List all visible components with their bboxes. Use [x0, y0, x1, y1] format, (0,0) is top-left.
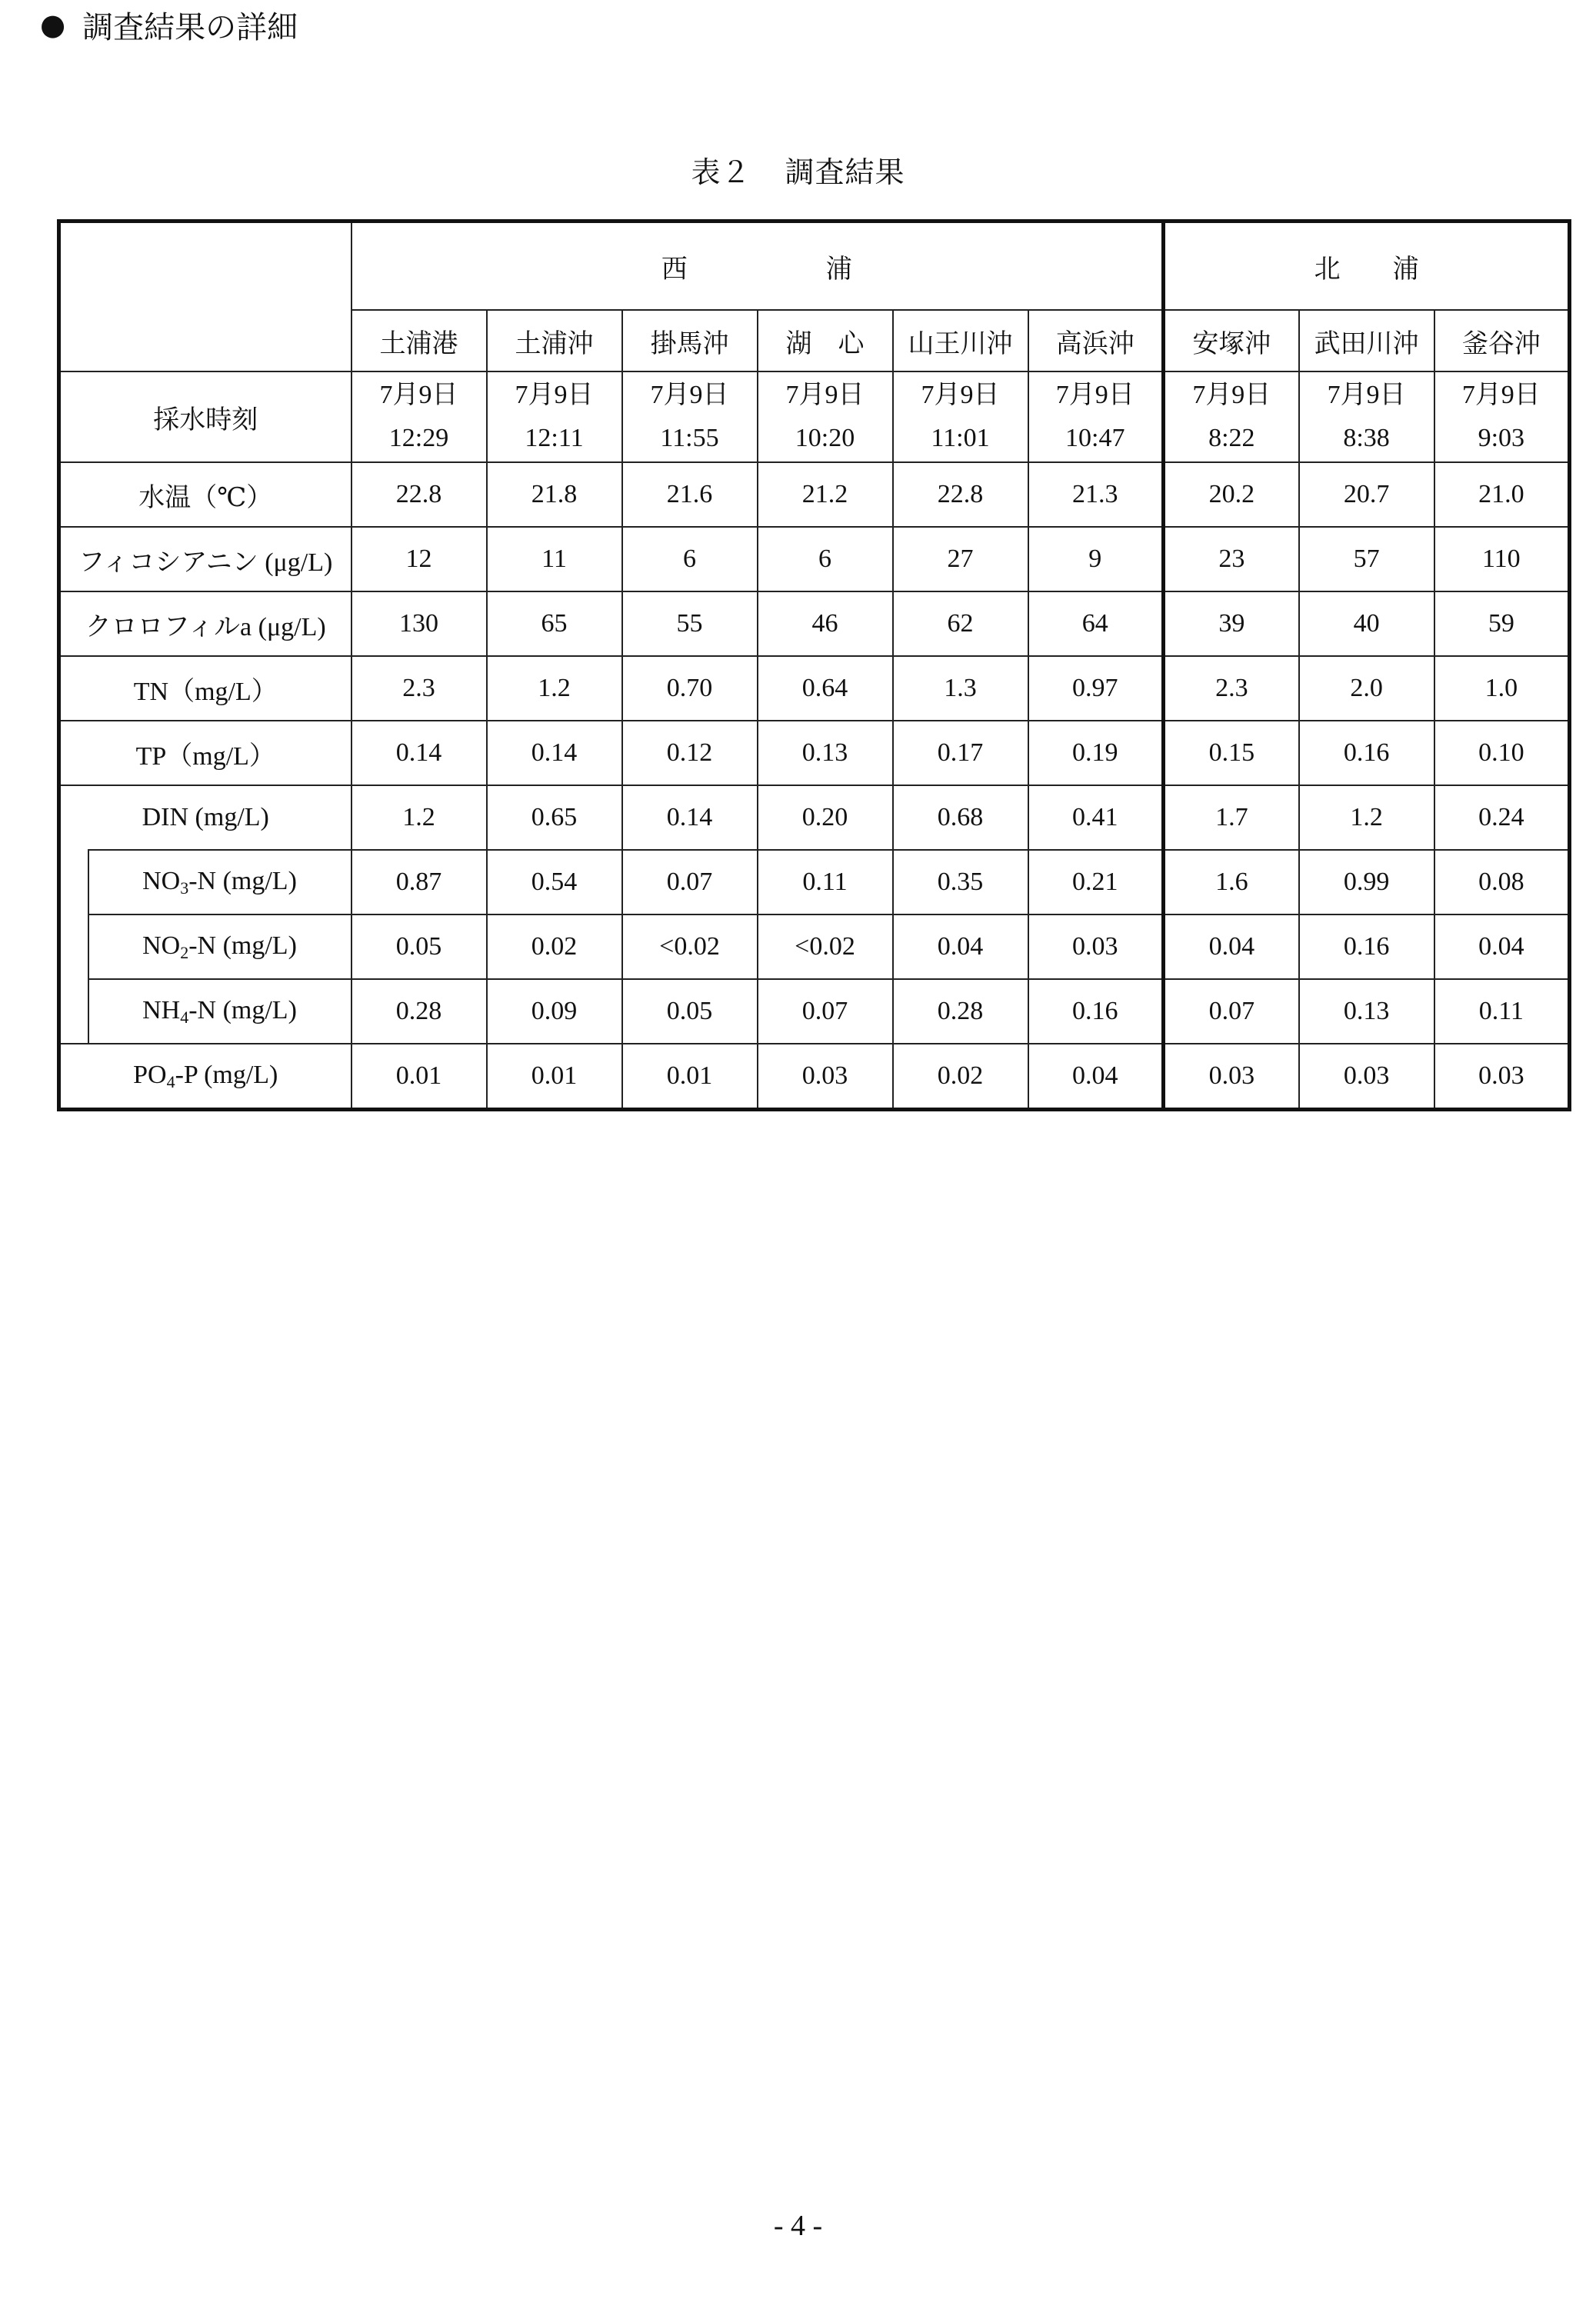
value-cell: 0.11: [1434, 979, 1570, 1044]
value-cell: 0.04: [1164, 914, 1299, 979]
value-cell: 0.35: [893, 850, 1028, 914]
sampling-time-cell: [758, 371, 893, 462]
sampling-date: 7月9日: [921, 381, 1000, 409]
sampling-date: 7月9日: [1192, 381, 1271, 409]
site-name: 釜谷沖: [1434, 310, 1570, 371]
value-cell: 9: [1028, 527, 1164, 591]
value-cell: 0.41: [1028, 785, 1164, 850]
value-cell: 0.02: [893, 1044, 1028, 1110]
value-cell: 0.17: [893, 721, 1028, 785]
value-cell: 2.0: [1299, 656, 1434, 721]
value-cell: 0.03: [1434, 1044, 1570, 1110]
row-label-part: NH: [142, 995, 181, 1024]
row-label: TN（mg/L）: [59, 656, 352, 721]
site-name: 土浦沖: [487, 310, 622, 371]
value-cell: 0.09: [487, 979, 622, 1044]
sampling-time: 12:29: [388, 424, 449, 452]
value-cell: 0.14: [487, 721, 622, 785]
sampling-time-cell: [352, 371, 487, 462]
value-cell: 0.07: [758, 979, 893, 1044]
value-cell: 57: [1299, 527, 1434, 591]
sampling-time-cell: [1164, 371, 1299, 462]
data-row: [59, 721, 1570, 785]
row-label: 採水時刻: [59, 371, 352, 462]
results-table: [57, 219, 1571, 1111]
row-label-part: -P (mg/L): [175, 1060, 278, 1089]
value-cell: 23: [1164, 527, 1299, 591]
value-cell: 1.6: [1164, 850, 1299, 914]
row-label: DIN (mg/L): [59, 785, 352, 850]
indent-spacer: [59, 850, 88, 914]
value-cell: 0.14: [352, 721, 487, 785]
value-cell: 1.2: [1299, 785, 1434, 850]
value-cell: 0.54: [487, 850, 622, 914]
value-cell: 0.24: [1434, 785, 1570, 850]
value-cell: 0.03: [1164, 1044, 1299, 1110]
sampling-date: 7月9日: [1461, 381, 1541, 409]
sampling-date: 7月9日: [1055, 381, 1135, 409]
value-cell: 0.05: [622, 979, 758, 1044]
value-cell: <0.02: [758, 914, 893, 979]
row-label-part: -N (mg/L): [188, 866, 297, 895]
value-cell: 0.12: [622, 721, 758, 785]
value-cell: 0.21: [1028, 850, 1164, 914]
data-row: [59, 527, 1570, 591]
site-name: 湖 心: [758, 310, 893, 371]
sampling-time: 11:55: [660, 424, 719, 452]
value-cell: 0.68: [893, 785, 1028, 850]
row-label-part: 4: [166, 1071, 175, 1091]
bullet-icon: ●: [40, 8, 66, 42]
value-cell: 65: [487, 591, 622, 656]
value-cell: 0.01: [352, 1044, 487, 1110]
value-cell: 11: [487, 527, 622, 591]
value-cell: 6: [622, 527, 758, 591]
row-label: TP（mg/L）: [59, 721, 352, 785]
indent-spacer: [59, 914, 88, 979]
value-cell: 0.14: [622, 785, 758, 850]
group-header-row: [59, 222, 1570, 311]
value-cell: 0.03: [1299, 1044, 1434, 1110]
sampling-time: 10:47: [1065, 424, 1125, 452]
row-label-part: 4: [180, 1007, 189, 1027]
sampling-time: 9:03: [1478, 424, 1525, 452]
value-cell: 62: [893, 591, 1028, 656]
sampling-date: 7月9日: [1327, 381, 1406, 409]
value-cell: 21.3: [1028, 462, 1164, 527]
row-label: クロロフィルa (μg/L): [59, 591, 352, 656]
value-cell: 6: [758, 527, 893, 591]
row-label: [59, 1044, 352, 1110]
value-cell: 0.28: [893, 979, 1028, 1044]
site-name: 土浦港: [352, 310, 487, 371]
value-cell: 110: [1434, 527, 1570, 591]
value-cell: 55: [622, 591, 758, 656]
data-row: [59, 785, 1570, 850]
value-cell: 0.01: [622, 1044, 758, 1110]
row-label: [88, 850, 352, 914]
section-heading: [40, 3, 298, 46]
sampling-date: 7月9日: [650, 381, 729, 409]
row-label-part: NO: [142, 866, 181, 895]
sampling-time-cell: [1434, 371, 1570, 462]
sampling-date: 7月9日: [379, 381, 458, 409]
value-cell: 46: [758, 591, 893, 656]
value-cell: 21.2: [758, 462, 893, 527]
data-row: [59, 656, 1570, 721]
row-label-part: 3: [180, 878, 189, 898]
value-cell: 0.13: [758, 721, 893, 785]
table-caption-label: 表２: [691, 157, 751, 189]
value-cell: 0.02: [487, 914, 622, 979]
value-cell: 0.16: [1299, 721, 1434, 785]
value-cell: 0.19: [1028, 721, 1164, 785]
value-cell: 22.8: [893, 462, 1028, 527]
value-cell: 0.20: [758, 785, 893, 850]
value-cell: 64: [1028, 591, 1164, 656]
data-row: [59, 1044, 1570, 1110]
page-number: - 4 -: [773, 2210, 823, 2242]
value-cell: 1.0: [1434, 656, 1570, 721]
sampling-time-cell: [487, 371, 622, 462]
value-cell: 27: [893, 527, 1028, 591]
value-cell: 40: [1299, 591, 1434, 656]
value-cell: 0.07: [622, 850, 758, 914]
site-name: 山王川沖: [893, 310, 1028, 371]
sampling-time: 8:38: [1343, 424, 1390, 452]
value-cell: 22.8: [352, 462, 487, 527]
value-cell: 0.16: [1299, 914, 1434, 979]
site-name: 安塚沖: [1164, 310, 1299, 371]
row-label: フィコシアニン (μg/L): [59, 527, 352, 591]
value-cell: 0.01: [487, 1044, 622, 1110]
value-cell: 0.97: [1028, 656, 1164, 721]
value-cell: 2.3: [352, 656, 487, 721]
site-name: 武田川沖: [1299, 310, 1434, 371]
value-cell: 0.16: [1028, 979, 1164, 1044]
data-row: [59, 914, 1570, 979]
data-row: [59, 979, 1570, 1044]
sampling-time-row: [59, 371, 1570, 462]
row-label: 水温（℃）: [59, 462, 352, 527]
value-cell: 0.87: [352, 850, 487, 914]
value-cell: 2.3: [1164, 656, 1299, 721]
group-west: 西 浦: [352, 222, 1164, 311]
value-cell: 1.2: [352, 785, 487, 850]
table-caption-title: 調査結果: [785, 157, 905, 189]
value-cell: 0.07: [1164, 979, 1299, 1044]
value-cell: 0.10: [1434, 721, 1570, 785]
row-label-part: PO: [133, 1060, 167, 1089]
corner-cell: [59, 222, 352, 372]
value-cell: 1.2: [487, 656, 622, 721]
row-label: [88, 914, 352, 979]
data-row: [59, 591, 1570, 656]
section-heading-text: 調査結果の詳細: [82, 9, 298, 45]
value-cell: 0.28: [352, 979, 487, 1044]
sampling-time-cell: [622, 371, 758, 462]
value-cell: 12: [352, 527, 487, 591]
site-name: 高浜沖: [1028, 310, 1164, 371]
site-name: 掛馬沖: [622, 310, 758, 371]
value-cell: 20.2: [1164, 462, 1299, 527]
row-label-part: 2: [180, 942, 189, 962]
value-cell: 0.15: [1164, 721, 1299, 785]
value-cell: 0.05: [352, 914, 487, 979]
data-row: [59, 850, 1570, 914]
sampling-time: 12:11: [525, 424, 584, 452]
row-label: [88, 979, 352, 1044]
value-cell: 0.64: [758, 656, 893, 721]
value-cell: 0.04: [1028, 1044, 1164, 1110]
value-cell: 130: [352, 591, 487, 656]
row-label-part: NO: [142, 931, 181, 960]
sampling-date: 7月9日: [785, 381, 865, 409]
table-caption: [0, 152, 1596, 194]
value-cell: 0.70: [622, 656, 758, 721]
sampling-time-cell: [1299, 371, 1434, 462]
value-cell: 0.65: [487, 785, 622, 850]
value-cell: 0.03: [1028, 914, 1164, 979]
value-cell: 21.0: [1434, 462, 1570, 527]
row-label-part: -N (mg/L): [188, 931, 297, 960]
sampling-date: 7月9日: [515, 381, 594, 409]
value-cell: 0.04: [893, 914, 1028, 979]
value-cell: <0.02: [622, 914, 758, 979]
value-cell: 21.8: [487, 462, 622, 527]
sampling-time: 8:22: [1208, 424, 1255, 452]
data-row: [59, 462, 1570, 527]
value-cell: 0.04: [1434, 914, 1570, 979]
row-label-part: -N (mg/L): [188, 995, 297, 1024]
value-cell: 39: [1164, 591, 1299, 656]
indent-spacer: [59, 979, 88, 1044]
sampling-time-cell: [893, 371, 1028, 462]
sampling-time: 11:01: [931, 424, 990, 452]
sampling-time-cell: [1028, 371, 1164, 462]
value-cell: 1.3: [893, 656, 1028, 721]
value-cell: 21.6: [622, 462, 758, 527]
sampling-time: 10:20: [795, 424, 855, 452]
value-cell: 0.11: [758, 850, 893, 914]
value-cell: 20.7: [1299, 462, 1434, 527]
value-cell: 0.99: [1299, 850, 1434, 914]
value-cell: 1.7: [1164, 785, 1299, 850]
value-cell: 0.13: [1299, 979, 1434, 1044]
value-cell: 0.03: [758, 1044, 893, 1110]
value-cell: 59: [1434, 591, 1570, 656]
value-cell: 0.08: [1434, 850, 1570, 914]
group-north: 北 浦: [1164, 222, 1570, 311]
